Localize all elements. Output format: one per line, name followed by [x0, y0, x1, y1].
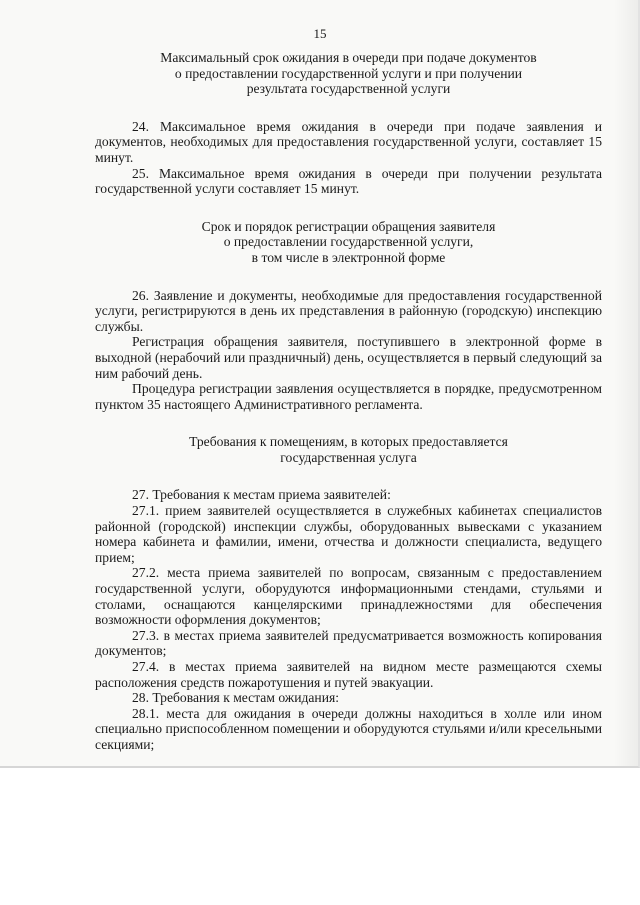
heading-line: результата государственной услуги — [246, 81, 451, 97]
heading-line: Максимальный срок ожидания в очереди при подаче документов — [160, 50, 537, 65]
heading-line: Требования к помещениям, в которых предоставляется — [189, 434, 508, 450]
paragraph-26: 26. Заявление и документы, необходимые для предоставления государственной услуги, регистрируются в день их представления в районную (городскую) инспекцию службы. — [95, 287, 602, 334]
page-number: 15 — [313, 26, 327, 41]
paragraph-25: 25. Максимальное время ожидания в очереди при получении результата государственной услуги составляет 15 минут. — [95, 165, 602, 197]
paragraph-registration-procedure: Процедура регистрации заявления осуществляется в порядке, предусмотренном пунктом 35 настоящего Административного регламента. — [95, 381, 602, 412]
paragraph-24: 24. Максимальное время ожидания в очереди при подаче заявления и документов, необходимых для предоставления государственной услуги, составляет 15 минут. — [95, 118, 602, 165]
heading-line: Срок и порядок регистрации обращения заявителя — [201, 218, 496, 234]
page-edge-shadow — [614, 0, 638, 766]
paragraph-27-4: 27.4. в местах приема заявителей на видном месте размещаются схемы расположения средств пожаротушения и путей эвакуации. — [95, 659, 602, 690]
heading-line: о предоставлении государственной услуги, — [223, 234, 474, 250]
section-heading-registration — [95, 219, 602, 266]
paragraph-27-2: 27.2. места приема заявителей по вопросам, связанным с предоставлением государственной услуги, оборудуются информационными стендами, стульями и столами, оснащаются канцелярскими принадлежностями для обеспечения возможности оформления документов; — [95, 565, 602, 628]
paragraph-28: 28. Требования к местам ожидания: — [132, 690, 339, 706]
paragraph-27: 27. Требования к местам приема заявителей: — [132, 487, 391, 503]
heading-line: в том числе в электронной форме — [251, 249, 446, 265]
paragraph-27-3: 27.3. в местах приема заявителей предусматривается возможность копирования документов; — [95, 627, 602, 659]
heading-line: о предоставлении государственной услуги и при получении — [174, 65, 523, 81]
section-heading-queue-time — [95, 50, 602, 97]
paragraph-28-1: 28.1. места для ожидания в очереди должны находиться в холле или ином специально приспособленном помещении и оборудуются стульями и/или кресельными секциями; — [95, 705, 602, 752]
section-heading-premises — [95, 434, 602, 465]
page-content — [95, 50, 602, 753]
paragraph-27-1: 27.1. прием заявителей осуществляется в служебных кабинетах специалистов районной (городской) инспекции службы, оборудованных вывесками с указанием номера кабинета и фамилии, имени, отчества и должности специалиста, ведущего прием; — [95, 503, 602, 565]
heading-line: государственная услуга — [280, 449, 417, 465]
paragraph-registration-electronic: Регистрация обращения заявителя, поступившего в электронной форме в выходной (нерабочий или праздничный) день, осуществляется в первый следующий за ним рабочий день. — [95, 334, 602, 381]
